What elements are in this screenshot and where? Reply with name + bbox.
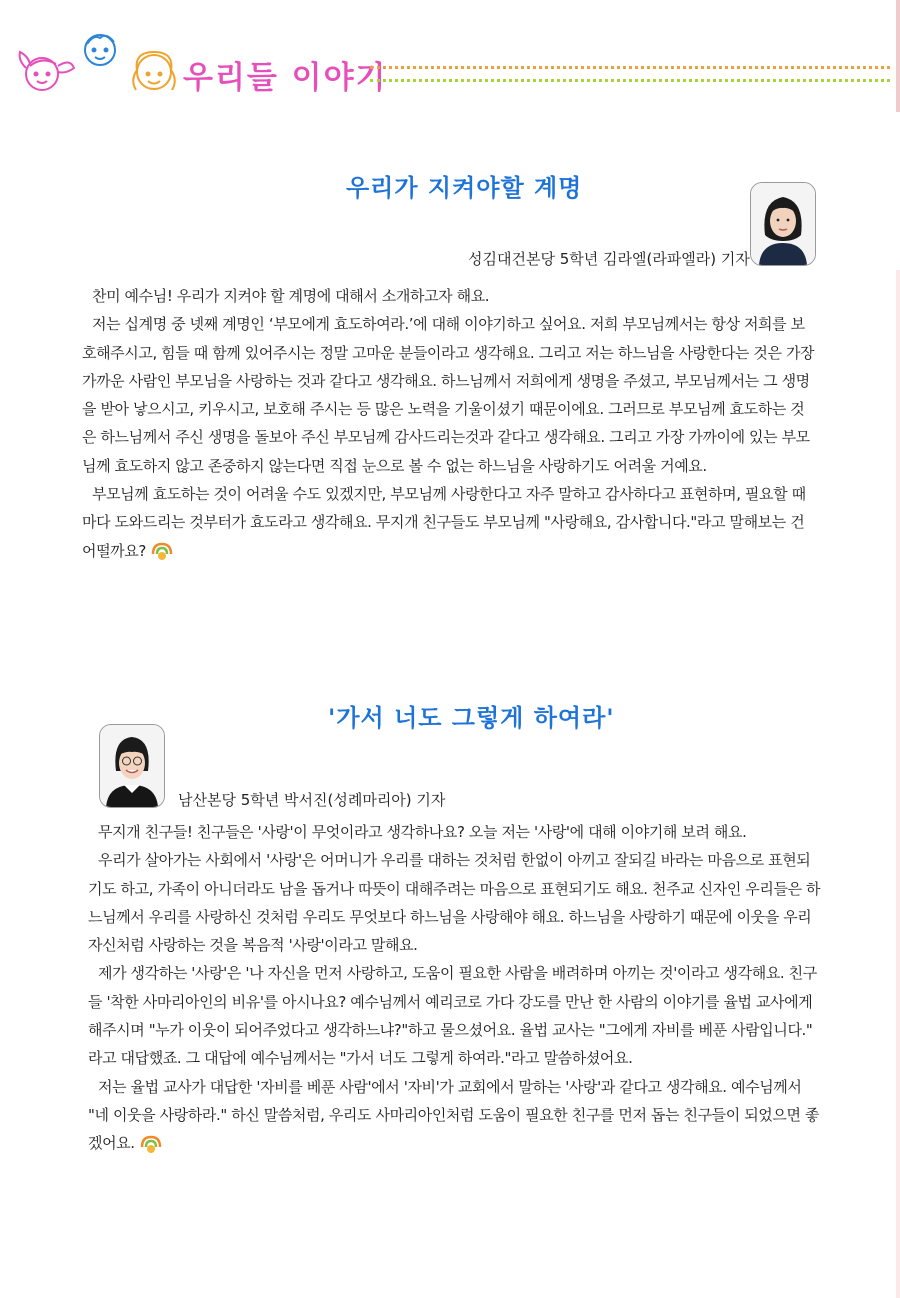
article-title: 우리가 지켜야할 계명 <box>346 174 583 202</box>
article-body <box>82 282 816 565</box>
article-paragraph: 우리가 살아가는 사회에서 '사랑'은 어머니가 우리를 대하는 것처럼 한없이 아끼고 잘되길 바라는 마음으로 표현되기도 하고, 가족이 아니더라도 남을 돕거나 따뜻이 대해주려는 마음으로 표현되기도 해요. 천주교 신자인 우리들은 하느님께서 우리를 사랑하신 것처럼 우리도 무엇보다 하느님을 사랑해야 해요. 하느님을 사랑하기 때문에 이웃을 우리 자신처럼 사랑하는 것을 복음적 '사랑'이라고 말해요. <box>88 851 821 955</box>
section-header <box>0 0 900 110</box>
page-edge-strip <box>896 270 900 1298</box>
section-title: 우리들 이야기 <box>183 60 388 96</box>
reporter-portrait-icon <box>100 725 164 807</box>
article-byline: 남산본당 5학년 박서진(성례마리아) 기자 <box>178 791 446 809</box>
article-paragraph-text: 저는 율법 교사가 대답한 '자비를 베푼 사람'에서 '자비'가 교회에서 말하는 '사랑'과 같다고 생각해요. 예수님께서 "네 이웃을 사랑하라." 하신 말씀처럼, 우리도 사마리아인처럼 도움이 필요한 친구를 먼저 돕는 친구들이 되었으면 좋겠어요. <box>88 1077 820 1153</box>
dotted-divider-green <box>370 79 890 82</box>
article-paragraph-text: 부모님께 효도하는 것이 어려울 수도 있겠지만, 부모님께 사랑한다고 자주 말하고 감사하다고 표현하며, 필요할 때마다 도와드리는 것부터가 효도라고 생각해요. 무지개 친구들도 부모님께 "사랑해요, 감사합니다."라고 말해보는 건 어떨까요? <box>82 485 806 560</box>
article-paragraph: 저는 십계명 중 넷째 계명인 ‘부모에게 효도하여라.’에 대해 이야기하고 싶어요. 저희 부모님께서는 항상 저희를 보호해주시고, 힘들 때 함께 있어주시는 정말 고마운 분들이라고 생각해요. 그리고 저는 하느님을 사랑한다는 것은 가장 가까운 사람인 부모님을 사랑하는 것과 같다고 생각해요. 하느님께서 저희에게 생명을 주셨고, 부모님께서는 그 생명을 받아 낳으시고, 키우시고, 보호해 주시는 등 많은 노력을 기울이셨기 때문이에요. 그러므로 부모님께 효도하는 것은 하느님께서 주신 생명을 돌보아 주신 부모님께 감사드리는것과 같다고 생각해요. 그리고 가장 가까이에 있는 부모님께 효도하지 않고 존중하지 않는다면 직접 눈으로 볼 수 없는 하느님을 사랑하기도 어려울 거예요. <box>82 315 815 475</box>
article-byline: 성김대건본당 5학년 김라엘(라파엘라) 기자 <box>468 250 750 268</box>
reporter-photo <box>750 182 816 266</box>
reporter-photo <box>99 724 165 808</box>
article-paragraph: 제가 생각하는 '사랑'은 '나 자신을 먼저 사랑하고, 도움이 필요한 사람을 배려하며 아끼는 것'이라고 생각해요. 친구들 '착한 사마리아인의 비유'를 아시나요? 예수님께서 예리코로 가다 강도를 만난 한 사람의 이야기를 율법 교사에게 해주시며 "누가 이웃이 되어주었다고 생각하느냐?"하고 물으셨어요. 율법 교사는 "그에게 자비를 베푼 사람입니다." 라고 대답했죠. 그 대답에 예수님께서는 "가서 너도 그렇게 하여라."라고 말씀하셨어요. <box>88 964 817 1068</box>
article-body <box>88 818 822 1158</box>
dotted-divider-orange <box>370 66 890 69</box>
rainbow-end-mark-icon <box>150 540 174 562</box>
rainbow-end-mark-icon <box>139 1133 163 1155</box>
kids-faces-icon <box>14 30 184 100</box>
article-paragraph: 무지개 친구들! 친구들은 '사랑'이 무엇이라고 생각하나요? 오늘 저는 '사랑'에 대해 이야기해 보려 해요. <box>98 823 747 841</box>
reporter-portrait-icon <box>751 183 815 265</box>
article-title: '가서 너도 그렇게 하여라' <box>328 704 615 732</box>
article-paragraph: 찬미 예수님! 우리가 지켜야 할 계명에 대해서 소개하고자 해요. <box>92 287 490 305</box>
article-paragraph <box>88 1073 822 1158</box>
article-paragraph <box>82 480 816 565</box>
